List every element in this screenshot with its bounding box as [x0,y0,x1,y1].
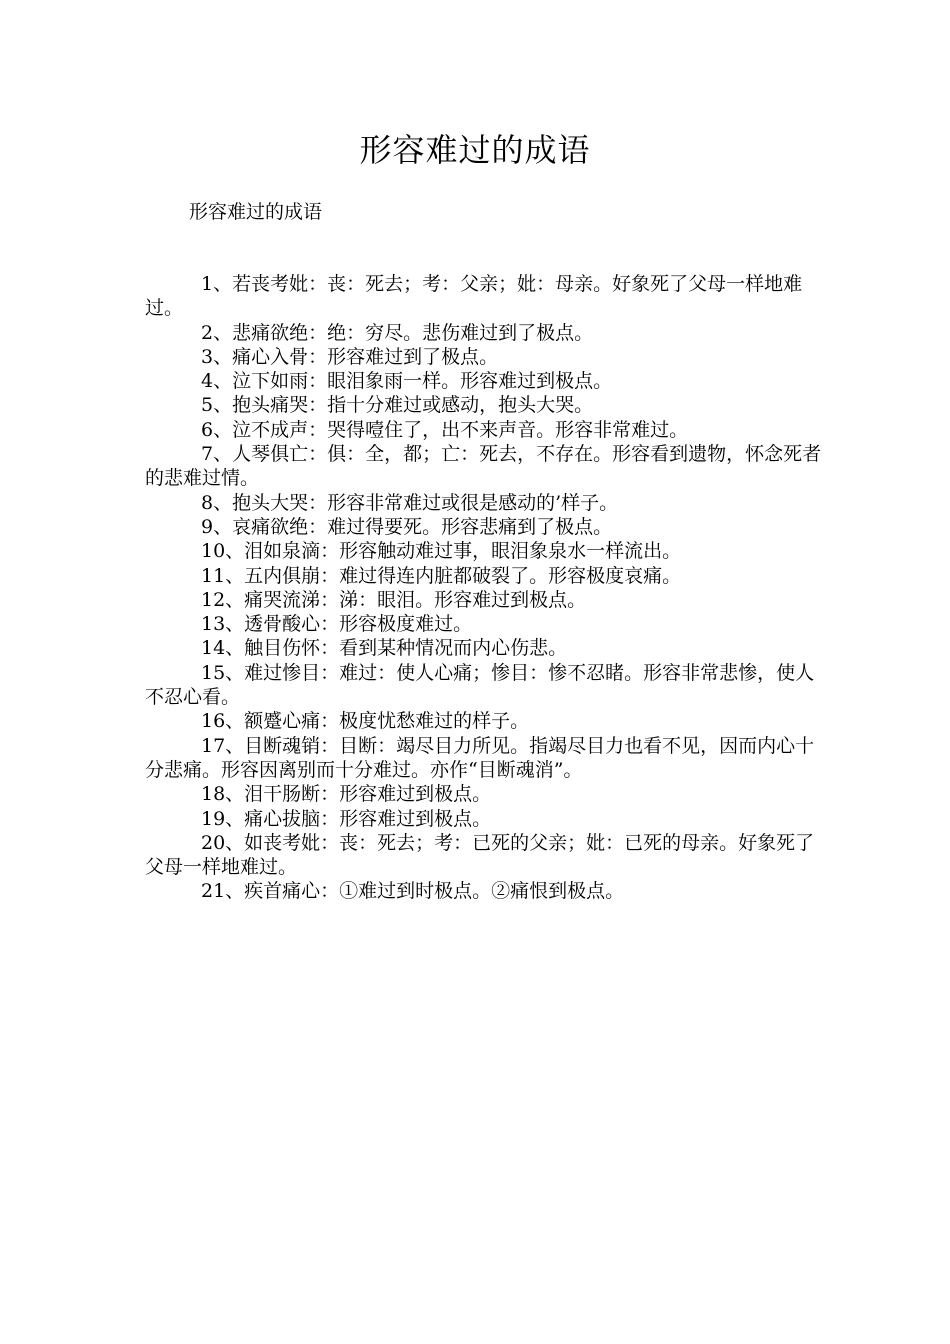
list-item: 20、如丧考妣：丧：死去；考：已死的父亲；妣：已死的母亲。好象死了父母一样地难过。 [145,831,815,879]
list-item: 10、泪如泉滴：形容触动难过事，眼泪象泉水一样流出。 [201,540,682,563]
list-item: 1、若丧考妣：丧：死去；考：父亲；妣：母亲。好象死了父母一样地难过。 [145,273,803,320]
list-item: 13、透骨酸心：形容极度难过。 [201,613,473,636]
list-item: 14、触目伤怀：看到某种情况而内心伤悲。 [201,637,568,660]
list-item: 2、悲痛欲绝：绝：穷尽。悲伤难过到了极点。 [201,321,594,344]
list-item: 9、哀痛欲绝：难过得要死。形容悲痛到了极点。 [201,515,613,538]
list-item: 12、痛哭流涕：涕：眼泪。形容难过到极点。 [201,588,587,611]
idiom-list [145,272,825,904]
list-item: 6、泣不成声：哭得噎住了，出不来声音。形容非常难过。 [201,418,689,441]
list-item: 17、目断魂销：目断：竭尽目力所见。指竭尽目力也看不见，因而内心十分悲痛。形容因离别而十分难过。亦作“目断魂消”。 [145,734,815,781]
list-item: 18、泪干肠断：形容难过到极点。 [201,783,492,806]
list-item: 16、额蹙心痛：极度忧愁难过的样子。 [201,710,530,733]
list-item: 3、痛心入骨：形容难过到了极点。 [201,345,499,368]
document-subtitle: 形容难过的成语 [189,201,323,223]
list-item: 15、难过惨目：难过：使人心痛；惨目：惨不忍睹。形容非常悲惨，使人不忍心看。 [145,661,815,709]
list-item: 19、痛心拔脑：形容难过到极点。 [201,807,492,830]
list-item: 7、人琴俱亡：俱：全，都；亡：死去，不存在。形容看到遗物，怀念死者的悲难过情。 [145,443,822,490]
page-title: 形容难过的成语 [359,131,591,169]
list-item: 21、疾首痛心：①难过到时极点。②痛恨到极点。 [201,880,625,903]
list-item: 5、抱头痛哭：指十分难过或感动，抱头大哭。 [201,394,594,417]
list-item: 11、五内俱崩：难过得连内脏都破裂了。形容极度哀痛。 [201,564,682,587]
list-item: 4、泣下如雨：眼泪象雨一样。形容难过到极点。 [201,370,613,393]
list-item: 8、抱头大哭：形容非常难过或很是感动的’样子。 [201,491,619,514]
